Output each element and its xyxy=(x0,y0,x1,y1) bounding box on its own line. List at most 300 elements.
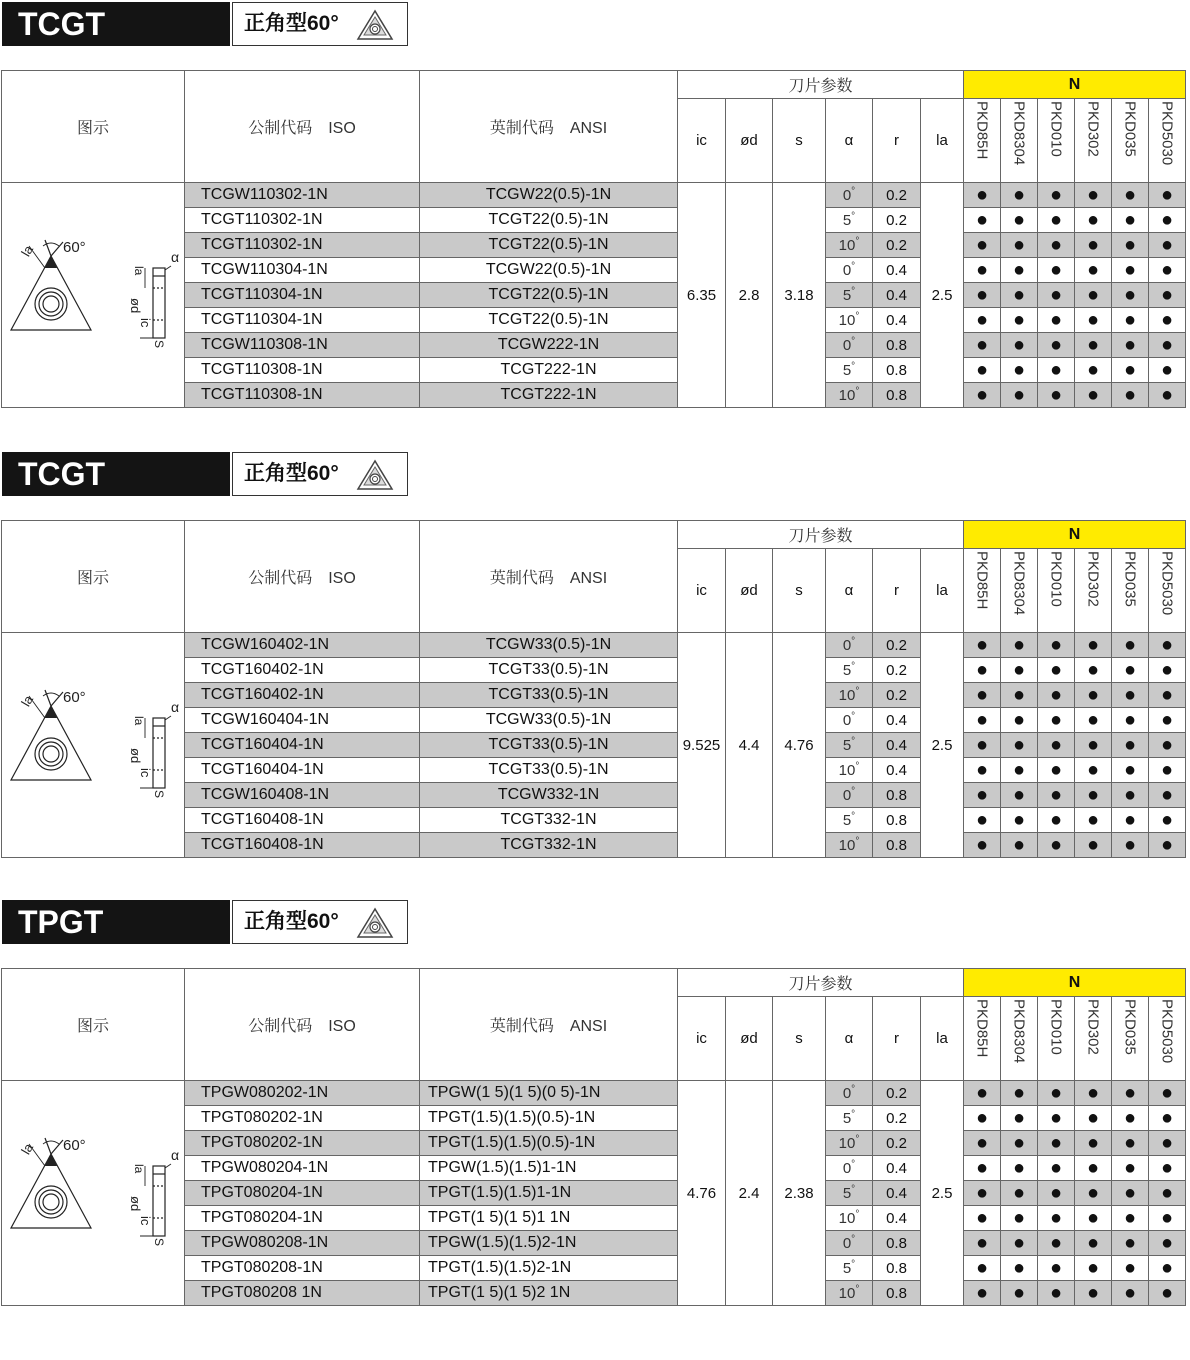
ansi-code: TCGT33(0.5)-1N xyxy=(420,658,678,683)
availability-dot: ● xyxy=(1038,783,1075,808)
r-value: 0.2 xyxy=(873,183,921,208)
d-value: 2.8 xyxy=(726,183,773,408)
availability-dot: ● xyxy=(964,833,1001,858)
ansi-code: TPGT(1.5)(1.5)1-1N xyxy=(420,1181,678,1206)
availability-dot: ● xyxy=(1038,333,1075,358)
availability-dot: ● xyxy=(1075,358,1112,383)
material-header: PKD5030 xyxy=(1149,99,1186,183)
iso-code: TCGT160408-1N xyxy=(185,808,420,833)
availability-dot: ● xyxy=(1075,708,1112,733)
material-header: PKD85H xyxy=(964,549,1001,633)
iso-code: TCGW110302-1N xyxy=(185,183,420,208)
iso-header: 公制代码 ISO xyxy=(185,969,420,1081)
availability-dot: ● xyxy=(1001,808,1038,833)
params-header: 刀片参数 xyxy=(678,969,964,997)
availability-dot: ● xyxy=(1112,708,1149,733)
insert-figure xyxy=(2,183,185,408)
alpha-value: 0° xyxy=(826,1081,873,1106)
availability-dot: ● xyxy=(1001,208,1038,233)
availability-dot: ● xyxy=(1112,1156,1149,1181)
fig-ic-label: ic xyxy=(138,767,153,777)
availability-dot: ● xyxy=(1038,1231,1075,1256)
availability-dot: ● xyxy=(1075,1106,1112,1131)
fig-d-label: ød xyxy=(128,297,143,313)
availability-dot: ● xyxy=(964,658,1001,683)
param-col-header: s xyxy=(773,99,826,183)
alpha-value: 10° xyxy=(826,683,873,708)
availability-dot: ● xyxy=(1075,1206,1112,1231)
availability-dot: ● xyxy=(1038,233,1075,258)
alpha-value: 0° xyxy=(826,783,873,808)
availability-dot: ● xyxy=(1038,758,1075,783)
availability-dot: ● xyxy=(1112,258,1149,283)
availability-dot: ● xyxy=(1038,1256,1075,1281)
alpha-value: 10° xyxy=(826,1206,873,1231)
d-value: 4.4 xyxy=(726,633,773,858)
ansi-code: TCGW33(0.5)-1N xyxy=(420,633,678,658)
availability-dot: ● xyxy=(1149,683,1186,708)
material-header: PKD010 xyxy=(1038,99,1075,183)
fig-d-label: ød xyxy=(128,747,143,763)
availability-dot: ● xyxy=(1075,333,1112,358)
iso-code: TCGT110302-1N xyxy=(185,233,420,258)
availability-dot: ● xyxy=(1149,283,1186,308)
ansi-code: TCGT22(0.5)-1N xyxy=(420,208,678,233)
availability-dot: ● xyxy=(1038,1156,1075,1181)
availability-dot: ● xyxy=(1001,833,1038,858)
alpha-value: 0° xyxy=(826,183,873,208)
availability-dot: ● xyxy=(1075,383,1112,408)
spec-table xyxy=(1,520,1186,858)
r-value: 0.2 xyxy=(873,1081,921,1106)
iso-code: TPGW080208-1N xyxy=(185,1231,420,1256)
ansi-code: TCGW222-1N xyxy=(420,333,678,358)
availability-dot: ● xyxy=(1075,658,1112,683)
param-col-header: r xyxy=(873,549,921,633)
availability-dot: ● xyxy=(1038,683,1075,708)
ansi-code: TCGW332-1N xyxy=(420,783,678,808)
r-value: 0.4 xyxy=(873,258,921,283)
availability-dot: ● xyxy=(1149,183,1186,208)
alpha-value: 10° xyxy=(826,1131,873,1156)
d-value: 2.4 xyxy=(726,1081,773,1306)
availability-dot: ● xyxy=(1001,683,1038,708)
availability-dot: ● xyxy=(1112,233,1149,258)
material-header: PKD302 xyxy=(1075,99,1112,183)
material-header: PKD85H xyxy=(964,997,1001,1081)
availability-dot: ● xyxy=(1112,1231,1149,1256)
availability-dot: ● xyxy=(1075,1131,1112,1156)
iso-code: TCGW160408-1N xyxy=(185,783,420,808)
availability-dot: ● xyxy=(1075,1281,1112,1306)
param-col-header: α xyxy=(826,549,873,633)
availability-dot: ● xyxy=(1001,783,1038,808)
material-header: PKD8304 xyxy=(1001,99,1038,183)
r-value: 0.4 xyxy=(873,283,921,308)
alpha-value: 0° xyxy=(826,333,873,358)
availability-dot: ● xyxy=(1075,833,1112,858)
iso-code: TCGT110304-1N xyxy=(185,308,420,333)
availability-dot: ● xyxy=(1001,758,1038,783)
r-value: 0.8 xyxy=(873,833,921,858)
fig-s-label: S xyxy=(152,789,166,798)
availability-dot: ● xyxy=(1149,1131,1186,1156)
availability-dot: ● xyxy=(1001,358,1038,383)
availability-dot: ● xyxy=(1149,758,1186,783)
availability-dot: ● xyxy=(1038,1081,1075,1106)
availability-dot: ● xyxy=(1038,308,1075,333)
param-col-header: α xyxy=(826,99,873,183)
material-header: PKD8304 xyxy=(1001,997,1038,1081)
availability-dot: ● xyxy=(1112,308,1149,333)
alpha-value: 5° xyxy=(826,358,873,383)
alpha-value: 10° xyxy=(826,758,873,783)
alpha-value: 10° xyxy=(826,233,873,258)
availability-dot: ● xyxy=(1001,1156,1038,1181)
r-value: 0.4 xyxy=(873,733,921,758)
availability-dot: ● xyxy=(964,1231,1001,1256)
availability-dot: ● xyxy=(1001,1281,1038,1306)
availability-dot: ● xyxy=(1075,258,1112,283)
availability-dot: ● xyxy=(1112,283,1149,308)
availability-dot: ● xyxy=(1112,1281,1149,1306)
availability-dot: ● xyxy=(1149,633,1186,658)
fig-d-label: ød xyxy=(128,1195,143,1211)
alpha-value: 0° xyxy=(826,1156,873,1181)
availability-dot: ● xyxy=(1149,808,1186,833)
param-col-header: la xyxy=(921,549,964,633)
availability-dot: ● xyxy=(1075,233,1112,258)
availability-dot: ● xyxy=(1038,208,1075,233)
s-value: 3.18 xyxy=(773,183,826,408)
alpha-value: 0° xyxy=(826,258,873,283)
insert-figure-svg xyxy=(5,688,181,798)
ansi-code: TCGT222-1N xyxy=(420,383,678,408)
ansi-code: TPGW(1 5)(1 5)(0 5)-1N xyxy=(420,1081,678,1106)
fig-alpha-label: α xyxy=(171,698,180,715)
iso-code: TCGT160408-1N xyxy=(185,833,420,858)
availability-dot: ● xyxy=(1001,708,1038,733)
param-col-header: α xyxy=(826,997,873,1081)
iso-code: TCGW110308-1N xyxy=(185,333,420,358)
insert-figure-svg xyxy=(5,238,181,348)
ansi-code: TCGT22(0.5)-1N xyxy=(420,233,678,258)
iso-code: TCGT160404-1N xyxy=(185,758,420,783)
availability-dot: ● xyxy=(1001,658,1038,683)
alpha-value: 5° xyxy=(826,283,873,308)
ansi-header: 英制代码 ANSI xyxy=(420,521,678,633)
r-value: 0.2 xyxy=(873,1106,921,1131)
table-row xyxy=(2,633,1186,658)
availability-dot: ● xyxy=(964,258,1001,283)
ansi-code: TCGW33(0.5)-1N xyxy=(420,708,678,733)
availability-dot: ● xyxy=(1112,808,1149,833)
s-value: 2.38 xyxy=(773,1081,826,1306)
availability-dot: ● xyxy=(1001,1106,1038,1131)
iso-header: 公制代码 ISO xyxy=(185,521,420,633)
iso-code: TPGW080204-1N xyxy=(185,1156,420,1181)
ansi-header: 英制代码 ANSI xyxy=(420,969,678,1081)
iso-code: TPGT080208-1N xyxy=(185,1256,420,1281)
section-title: TCGT xyxy=(2,2,230,46)
fig-ic-label: ic xyxy=(138,1215,153,1225)
fig-angle-label: 60° xyxy=(63,1136,86,1154)
fig-s-label: S xyxy=(152,339,166,348)
section-title: TCGT xyxy=(2,452,230,496)
ansi-code: TPGT(1.5)(1.5)(0.5)-1N xyxy=(420,1106,678,1131)
availability-dot: ● xyxy=(1075,733,1112,758)
fig-la-label-side: la xyxy=(132,715,146,725)
alpha-value: 10° xyxy=(826,833,873,858)
r-value: 0.4 xyxy=(873,1206,921,1231)
iso-code: TCGT110302-1N xyxy=(185,208,420,233)
r-value: 0.8 xyxy=(873,783,921,808)
param-col-header: ød xyxy=(726,997,773,1081)
param-col-header: r xyxy=(873,997,921,1081)
alpha-value: 0° xyxy=(826,633,873,658)
fig-la-label: la xyxy=(18,692,37,709)
alpha-value: 5° xyxy=(826,733,873,758)
insert-figure xyxy=(2,1081,185,1306)
availability-dot: ● xyxy=(1038,358,1075,383)
availability-dot: ● xyxy=(1001,1081,1038,1106)
availability-dot: ● xyxy=(1112,1081,1149,1106)
la-value: 2.5 xyxy=(921,1081,964,1306)
availability-dot: ● xyxy=(1149,708,1186,733)
material-group-header: N xyxy=(964,71,1186,99)
availability-dot: ● xyxy=(1038,183,1075,208)
availability-dot: ● xyxy=(1149,333,1186,358)
fig-alpha-label: α xyxy=(171,248,180,265)
ansi-code: TCGT22(0.5)-1N xyxy=(420,283,678,308)
section-subtitle: 正角型60° xyxy=(244,12,339,35)
r-value: 0.4 xyxy=(873,758,921,783)
r-value: 0.2 xyxy=(873,208,921,233)
availability-dot: ● xyxy=(1001,1256,1038,1281)
availability-dot: ● xyxy=(1038,258,1075,283)
availability-dot: ● xyxy=(1149,208,1186,233)
ansi-code: TCGT222-1N xyxy=(420,358,678,383)
alpha-value: 10° xyxy=(826,1281,873,1306)
r-value: 0.8 xyxy=(873,383,921,408)
material-header: PKD8304 xyxy=(1001,549,1038,633)
product-section xyxy=(0,898,1190,1318)
availability-dot: ● xyxy=(964,783,1001,808)
r-value: 0.4 xyxy=(873,1181,921,1206)
availability-dot: ● xyxy=(1112,208,1149,233)
availability-dot: ● xyxy=(1112,683,1149,708)
availability-dot: ● xyxy=(964,733,1001,758)
availability-dot: ● xyxy=(964,358,1001,383)
fig-ic-label: ic xyxy=(138,317,153,327)
iso-code: TCGW160402-1N xyxy=(185,633,420,658)
r-value: 0.8 xyxy=(873,358,921,383)
param-col-header: ic xyxy=(678,549,726,633)
iso-code: TPGT080202-1N xyxy=(185,1131,420,1156)
material-header: PKD035 xyxy=(1112,549,1149,633)
material-header: PKD85H xyxy=(964,99,1001,183)
iso-code: TCGT160402-1N xyxy=(185,683,420,708)
iso-code: TPGT080204-1N xyxy=(185,1206,420,1231)
availability-dot: ● xyxy=(1149,1281,1186,1306)
availability-dot: ● xyxy=(1112,1206,1149,1231)
availability-dot: ● xyxy=(964,1131,1001,1156)
availability-dot: ● xyxy=(1112,733,1149,758)
availability-dot: ● xyxy=(1038,1131,1075,1156)
alpha-value: 5° xyxy=(826,658,873,683)
param-col-header: ød xyxy=(726,99,773,183)
availability-dot: ● xyxy=(964,708,1001,733)
fig-s-label: S xyxy=(152,1237,166,1246)
availability-dot: ● xyxy=(1038,1181,1075,1206)
r-value: 0.8 xyxy=(873,1231,921,1256)
iso-code: TPGW080202-1N xyxy=(185,1081,420,1106)
alpha-value: 10° xyxy=(826,383,873,408)
availability-dot: ● xyxy=(1149,1106,1186,1131)
fig-la-label: la xyxy=(18,242,37,259)
availability-dot: ● xyxy=(1075,1256,1112,1281)
param-col-header: ød xyxy=(726,549,773,633)
r-value: 0.2 xyxy=(873,633,921,658)
param-col-header: ic xyxy=(678,997,726,1081)
param-col-header: s xyxy=(773,997,826,1081)
product-section xyxy=(0,450,1190,870)
availability-dot: ● xyxy=(964,233,1001,258)
r-value: 0.2 xyxy=(873,683,921,708)
param-col-header: s xyxy=(773,549,826,633)
ansi-code: TCGT33(0.5)-1N xyxy=(420,683,678,708)
spec-table xyxy=(1,70,1186,408)
figure-header: 图示 xyxy=(2,71,185,183)
availability-dot: ● xyxy=(1038,833,1075,858)
ansi-code: TPGT(1.5)(1.5)(0.5)-1N xyxy=(420,1131,678,1156)
availability-dot: ● xyxy=(1149,1181,1186,1206)
la-value: 2.5 xyxy=(921,633,964,858)
r-value: 0.4 xyxy=(873,308,921,333)
availability-dot: ● xyxy=(1001,1206,1038,1231)
availability-dot: ● xyxy=(1001,333,1038,358)
availability-dot: ● xyxy=(1149,233,1186,258)
alpha-value: 5° xyxy=(826,1106,873,1131)
availability-dot: ● xyxy=(964,1106,1001,1131)
availability-dot: ● xyxy=(964,283,1001,308)
r-value: 0.2 xyxy=(873,1131,921,1156)
section-subtitle-box xyxy=(232,900,408,944)
iso-code: TCGT110304-1N xyxy=(185,283,420,308)
material-header: PKD5030 xyxy=(1149,549,1186,633)
alpha-value: 5° xyxy=(826,808,873,833)
availability-dot: ● xyxy=(1038,1106,1075,1131)
availability-dot: ● xyxy=(1075,183,1112,208)
material-group-header: N xyxy=(964,969,1186,997)
availability-dot: ● xyxy=(1075,1231,1112,1256)
availability-dot: ● xyxy=(1038,1281,1075,1306)
availability-dot: ● xyxy=(1075,308,1112,333)
availability-dot: ● xyxy=(1001,733,1038,758)
r-value: 0.2 xyxy=(873,233,921,258)
s-value: 4.76 xyxy=(773,633,826,858)
triangle-insert-icon xyxy=(355,8,395,42)
availability-dot: ● xyxy=(1149,358,1186,383)
material-group-header: N xyxy=(964,521,1186,549)
availability-dot: ● xyxy=(1149,308,1186,333)
availability-dot: ● xyxy=(1001,633,1038,658)
availability-dot: ● xyxy=(964,1081,1001,1106)
ansi-code: TPGW(1.5)(1.5)2-1N xyxy=(420,1231,678,1256)
figure-header: 图示 xyxy=(2,521,185,633)
r-value: 0.4 xyxy=(873,1156,921,1181)
iso-code: TCGW110304-1N xyxy=(185,258,420,283)
r-value: 0.8 xyxy=(873,808,921,833)
section-subtitle-box xyxy=(232,2,408,46)
param-col-header: la xyxy=(921,99,964,183)
alpha-value: 0° xyxy=(826,1231,873,1256)
r-value: 0.8 xyxy=(873,1256,921,1281)
iso-code: TCGT160402-1N xyxy=(185,658,420,683)
availability-dot: ● xyxy=(1001,1231,1038,1256)
availability-dot: ● xyxy=(1075,283,1112,308)
iso-code: TPGT080208 1N xyxy=(185,1281,420,1306)
availability-dot: ● xyxy=(1149,783,1186,808)
iso-code: TCGT110308-1N xyxy=(185,358,420,383)
material-header: PKD010 xyxy=(1038,549,1075,633)
availability-dot: ● xyxy=(1149,1206,1186,1231)
availability-dot: ● xyxy=(1075,758,1112,783)
fig-angle-label: 60° xyxy=(63,238,86,256)
iso-header: 公制代码 ISO xyxy=(185,71,420,183)
availability-dot: ● xyxy=(1112,658,1149,683)
availability-dot: ● xyxy=(1112,758,1149,783)
fig-la-label-side: la xyxy=(132,1163,146,1173)
insert-figure-svg xyxy=(5,1136,181,1246)
availability-dot: ● xyxy=(1112,1131,1149,1156)
availability-dot: ● xyxy=(1038,633,1075,658)
la-value: 2.5 xyxy=(921,183,964,408)
ansi-code: TCGT332-1N xyxy=(420,833,678,858)
material-header: PKD5030 xyxy=(1149,997,1186,1081)
availability-dot: ● xyxy=(1112,183,1149,208)
availability-dot: ● xyxy=(1001,233,1038,258)
alpha-value: 5° xyxy=(826,1256,873,1281)
ansi-code: TPGT(1 5)(1 5)1 1N xyxy=(420,1206,678,1231)
availability-dot: ● xyxy=(1149,1256,1186,1281)
availability-dot: ● xyxy=(1001,1131,1038,1156)
availability-dot: ● xyxy=(1112,358,1149,383)
alpha-value: 5° xyxy=(826,208,873,233)
availability-dot: ● xyxy=(1149,258,1186,283)
iso-code: TCGT160404-1N xyxy=(185,733,420,758)
availability-dot: ● xyxy=(964,1281,1001,1306)
ansi-header: 英制代码 ANSI xyxy=(420,71,678,183)
availability-dot: ● xyxy=(1112,383,1149,408)
availability-dot: ● xyxy=(1075,633,1112,658)
ansi-code: TPGT(1.5)(1.5)2-1N xyxy=(420,1256,678,1281)
availability-dot: ● xyxy=(1112,1181,1149,1206)
availability-dot: ● xyxy=(964,383,1001,408)
ansi-code: TPGT(1 5)(1 5)2 1N xyxy=(420,1281,678,1306)
iso-code: TCGW160404-1N xyxy=(185,708,420,733)
ansi-code: TCGT33(0.5)-1N xyxy=(420,733,678,758)
spec-table xyxy=(1,968,1186,1306)
ic-value: 4.76 xyxy=(678,1081,726,1306)
material-header: PKD035 xyxy=(1112,997,1149,1081)
r-value: 0.8 xyxy=(873,1281,921,1306)
ic-value: 6.35 xyxy=(678,183,726,408)
availability-dot: ● xyxy=(1149,658,1186,683)
triangle-insert-icon xyxy=(355,906,395,940)
ansi-code: TCGW22(0.5)-1N xyxy=(420,258,678,283)
ansi-code: TCGT33(0.5)-1N xyxy=(420,758,678,783)
